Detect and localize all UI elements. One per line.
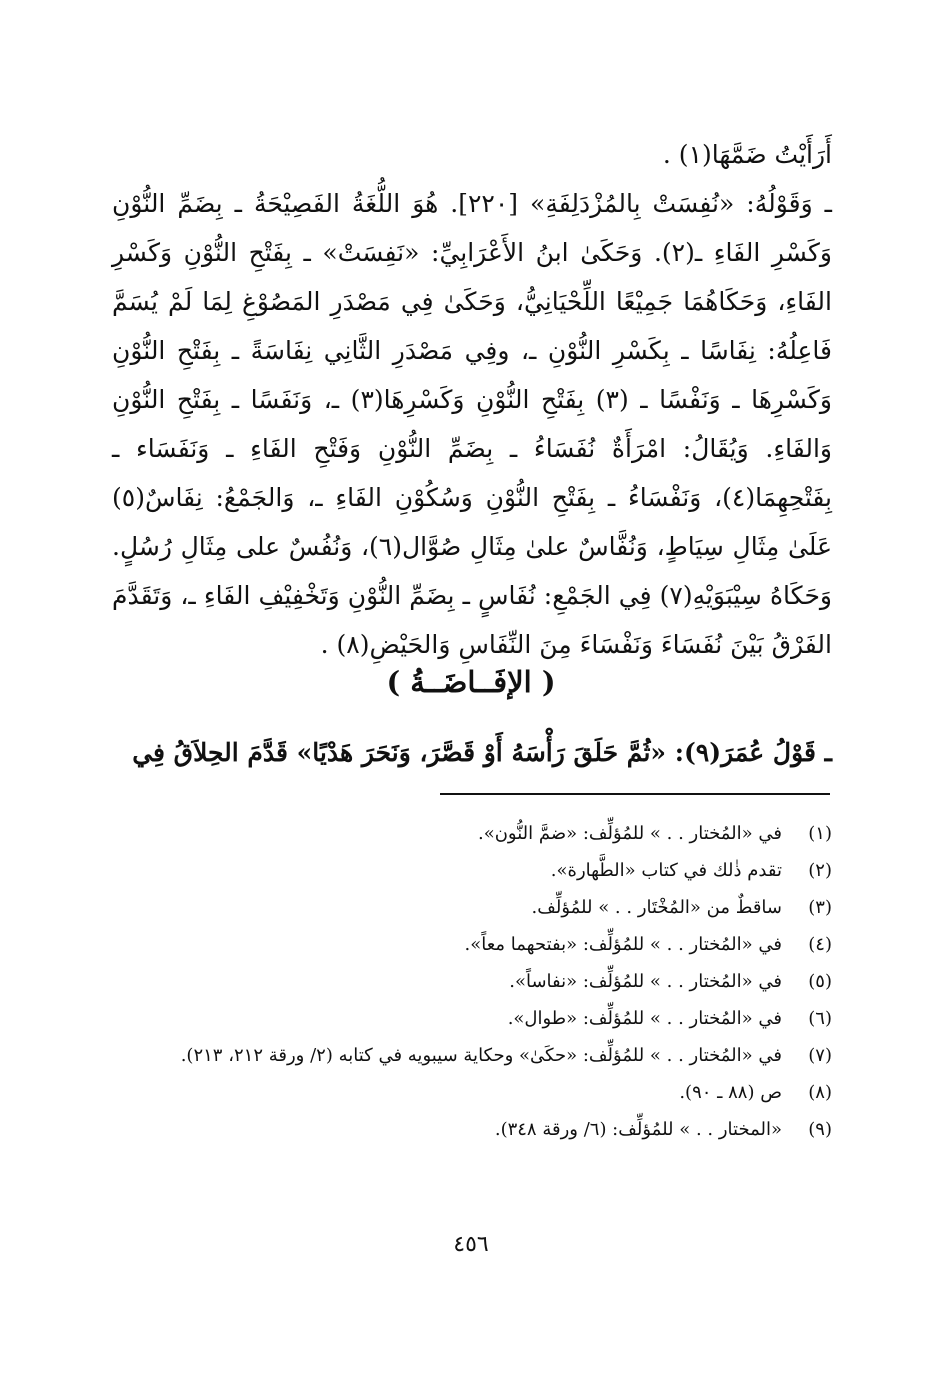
footnote-text: في «المُختار . . » للمُؤلِّف: «نفاساً». — [509, 971, 782, 992]
footnote-text: في «المُختار . . » للمُؤلِّف: «حكَىٰ» وحكاية سيبويه في كتابه (٢/ ورقة ٢١٢، ٢١٣). — [180, 1045, 782, 1066]
footnote-text: ص (٨٨ ـ ٩٠). — [679, 1082, 782, 1103]
footnote-text: في «المُختار . . » للمُؤلِّف: «ضمَّ النُّون». — [477, 823, 782, 844]
paragraph-1: أَرَأَيْتُ ضَمَّهَا(١) . — [662, 140, 832, 169]
footnote-item — [112, 963, 832, 1000]
footnote-number: (٣) — [808, 897, 832, 918]
footnote-item — [112, 1000, 832, 1037]
footnotes-list — [112, 815, 832, 1148]
footnote-item — [112, 1037, 832, 1074]
footnote-item — [112, 1111, 832, 1148]
footnote-number: (٥) — [808, 971, 832, 992]
section-heading: ( الإفَــاضَــةُ ) — [386, 665, 556, 699]
footnote-number: (٤) — [808, 934, 832, 955]
footnote-number: (٦) — [808, 1008, 832, 1029]
footnote-text: في «المُختار . . » للمُؤلِّف: «بفتحهما معاً». — [464, 934, 782, 955]
paragraph-2: ـ وَقَوْلُهُ: «نُفِسَتْ بِالمُزْدَلِفَةِ» [٢٢٠]. هُوَ اللُّغَةُ الفَصِيْحَةُ ـ بِضَمِّ النُّوْنِ وَكَسْرِ الفَاءِ ـ(٢). وَحَكَىٰ ابنُ الأَعْرَابِيِّ: «نَفِسَتْ» ـ بِفَتْحِ النُّوْنِ وَكَسْرِ الفَاءِ، وَحَكَاهُمَا جَمِيْعًا اللِّحْيَانِيُّ، وَحَكَىٰ فِي مَصْدَرِ المَصُوْغِ لِمَا لَمْ يُسَمَّ فَاعِلُهُ: نِفَاسًا ـ بِكَسْرِ النُّوْنِ ـ، وفِي مَصْدَرِ الثَّانِي نِفَاسَةً ـ بِفَتْحِ النُّوْنِ وَكَسْرِهَا ـ وَنَفْسًا ـ (٣) بِفَتْحِ النُّوْنِ وَكَسْرِهَا(٣) ـ، وَنَفَسًا ـ بِفَتْحِ النُّوْنِ وَالفَاءِ. وَيُقَالُ: امْرَأَةٌ نُفَسَاءُ ـ بِضَمِّ النُّوْنِ وَفَتْحِ الفَاءِ ـ وَنَفَسَاء ـ بِفَتْحِهِمَا(٤)، وَنَفْسَاءُ ـ بِفَتْحِ النُّوْنِ وَسُكُوْنِ الفَاءِ ـ، وَالجَمْعُ: نِفَاسٌ(٥) عَلَىٰ مِثَالِ سِيَاطٍ، وَنُفَّاسٌ علىٰ مِثَالِ صُوَّال(٦)، وَنُفُسٌ على مِثَالِ رُسُلٍ. وَحَكَاهُ سِيْبَوَيْهِ(٧) فِي الجَمْعِ: نُفَاسٍ ـ بِضَمِّ النُّوْنِ وَتَخْفِيْفِ الفَاءِ ـ، وَتَقَدَّمَ الفَرْقُ بَيْنَ نُفَسَاءَ وَنَفْسَاءَ مِنَ النِّفَاسِ وَالحَيْضِ(٨) . — [112, 189, 833, 659]
footnote-number: (٧) — [808, 1045, 832, 1066]
footnote-item — [112, 889, 832, 926]
footnote-text: في «المُختار . . » للمُؤلِّف: «طوال». — [507, 1008, 782, 1029]
footnote-number: (٨) — [808, 1082, 832, 1103]
footnote-number: (١) — [808, 823, 832, 844]
main-text — [112, 130, 832, 669]
footnote-text: ساقطٌ من «المُخْتَار . . » للمُؤلِّف. — [531, 897, 782, 918]
footnote-item — [112, 852, 832, 889]
footnote-divider — [440, 793, 830, 795]
footnote-text: تقدم ذٰلك في كتاب «الطَّهارة». — [550, 860, 782, 881]
footnote-number: (٩) — [808, 1119, 832, 1140]
footnote-item — [112, 1074, 832, 1111]
footnote-text: «المختار . . » للمُؤلِّف: (٦/ ورقة ٣٤٨). — [494, 1119, 782, 1140]
footnote-item — [112, 926, 832, 963]
footnote-item — [112, 815, 832, 852]
page-number: ٤٥٦ — [453, 1232, 489, 1257]
footnote-number: (٢) — [808, 860, 832, 881]
section-first-line: ـ قَوْلُ عُمَرَ(٩): «ثُمَّ حَلَقَ رَأْسَهُ أَوْ قَصَّرَ، وَنَحَرَ هَدْيًا» قَدَّمَ الحِلاَقُ فِي — [132, 738, 832, 767]
